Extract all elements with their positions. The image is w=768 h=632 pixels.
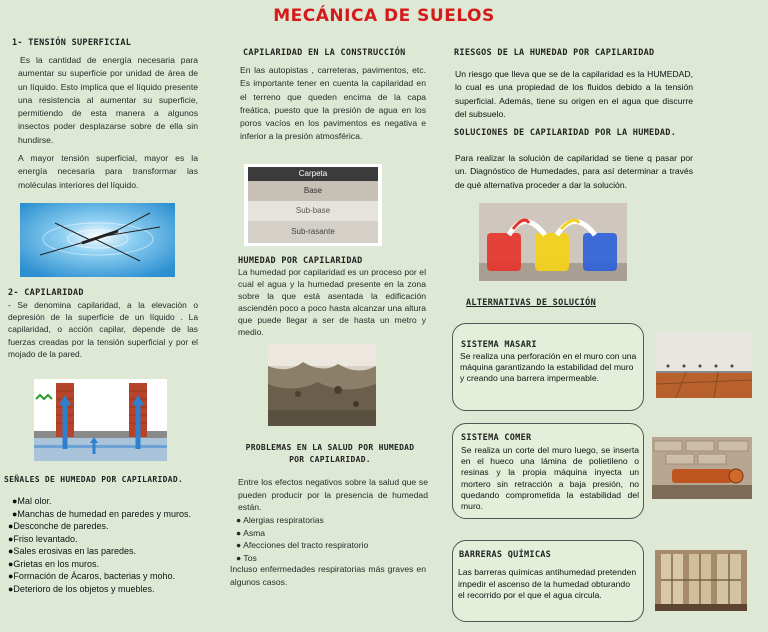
list-item: ● Tos [236, 552, 257, 563]
page-title: MECÁNICA DE SUELOS [273, 6, 495, 26]
box-title-barreras: BARRERAS QUÍMICAS [459, 550, 552, 560]
damp-wall-photo [268, 344, 376, 426]
list-item: ●Grietas en los muros. [8, 558, 99, 569]
box-barreras-quimicas [452, 540, 644, 622]
capillary-wall-diagram [34, 379, 167, 461]
list-item: ● Alergias respiratorias [236, 515, 324, 525]
masari-photo [656, 332, 752, 398]
list-item: ●Friso levantado. [8, 533, 78, 544]
list-item: ●Formación de Ácaros, bacterias y moho. [8, 571, 176, 581]
list-item: ●Desconche de paredes. [8, 521, 109, 531]
box-title-comer: SISTEMA COMER [461, 433, 532, 443]
box-text-comer: Se realiza un corte del muro luego, se inserta en el hueco una lámina de polietileno o resinas y la propia máquina inyecta un mortero sin retracción a baja presión, no quedando comprometida la estabilidad del muro. [461, 445, 639, 512]
layer-carpeta: Carpeta [248, 167, 378, 181]
layer-sub-base: Sub-base [248, 201, 378, 221]
list-item: ● Asma [236, 527, 266, 538]
box-sistema-masari [452, 323, 644, 411]
heading-capilaridad-construccion: CAPILARIDAD EN LA CONSTRUCCIÓN [243, 48, 406, 58]
comer-photo [652, 437, 752, 499]
heading-humedad-capilaridad: HUMEDAD POR CAPILARIDAD [238, 256, 363, 266]
heading-riesgos: RIESGOS DE LA HUMEDAD POR CAPILARIDAD [454, 48, 655, 58]
para-salud: Entre los efectos negativos sobre la salud que se pueden producir por la presencia de humedad están. [238, 477, 428, 512]
heading-problemas-salud: PROBLEMAS EN LA SALUD POR HUMEDAD POR CAPILARIDAD. [245, 443, 415, 464]
para-humedad: La humedad por capilaridad es un proceso por el cual el agua y la humedad presente en la zona sobre la que está asentada la edificación asciendén poco a poco hasta alcanzar una altura que puede llegar a ser de hasta un metro y medio. [238, 267, 426, 337]
heading-alternativas: ALTERNATIVAS DE SOLUCIÓN [466, 298, 597, 308]
heading-soluciones: SOLUCIONES DE CAPILARIDAD POR LA HUMEDAD. [454, 128, 677, 138]
box-title-masari: SISTEMA MASARI [461, 340, 537, 350]
list-item: ● Afecciones del tracto respiratorio [236, 540, 369, 550]
barreras-photo [655, 550, 747, 611]
para-riesgos: Un riesgo que lleva que se de la capilaridad es la HUMEDAD, lo cual es una propiedad de los fluidos debido a la tensión superficial. Además, tiene su origen en el agua que discurre del subsuelo. [455, 69, 693, 119]
heading-capilaridad: 2- CAPILARIDAD [8, 288, 84, 298]
para-construccion: En las autopistas , carreteras, pavimentos, etc. Es importante tener en cuenta la capilaridad en el terreno que queden encima de la capa freática, puesto que la presión de agua en los poros vacíos en los pavimentos es negativa e inferior a la presión atmosférica. [240, 65, 426, 142]
layer-sub-rasante: Sub-rasante [248, 221, 378, 243]
list-item: ●Deterioro de los objetos y muebles. [8, 583, 155, 594]
insect-water-image [20, 203, 175, 277]
box-sistema-comer [452, 423, 644, 519]
signs-list [8, 495, 208, 595]
para-tension-energy: A mayor tensión superficial, mayor es la energía necesaria para transformar las moléculas interiores del líquido. [18, 153, 198, 190]
box-text-masari: Se realiza una perforación en el muro con una máquina garantizando la estabilidad del muro y creando una barrera impermeable. [460, 351, 637, 383]
capillary-beakers-photo [479, 203, 627, 281]
para-graves: Incluso enfermedades respiratorias más graves en algunos casos. [230, 564, 426, 587]
para-soluciones: Para realizar la solución de capilaridad se tiene q pasar por un. Diagnóstico de Humedades, para así determinar a través de qué alternativa proceder a dar la solución. [455, 153, 693, 190]
list-item: ●Sales erosivas en las paredes. [8, 546, 137, 556]
heading-tension-superficial: 1- TENSIÓN SUPERFICIAL [12, 38, 132, 48]
road-layers-diagram [244, 164, 382, 246]
para-capilaridad-def: - Se denomina capilaridad, a la elevación o depresión de la superficie de un líquido . La capilaridad, o acción capilar, depende de las fuerzas creadas por la tensión superficial y por el mojado de la pared. [8, 300, 198, 359]
list-item: ●Manchas de humedad en paredes y muros. [12, 508, 192, 519]
box-text-barreras: Las barreras químicas antihumedad pretenden impedir el ascenso de la humedad obturando el recorrido por el que el agua circula. [458, 567, 637, 600]
layer-base: Base [248, 181, 378, 201]
para-tension-def: Es la cantidad de energía necesaria para aumentar su superficie por unidad de área de un líquido. Esto implica que el líquido presente una resistencia al aumentar su superficie, permitiendo de esta manera a algunos insectos poder desplazarse sobre de ella sin hundirse. [18, 55, 198, 145]
list-item: ●Mal olor. [12, 496, 52, 506]
effects-list [236, 514, 426, 564]
heading-senales: SEÑALES DE HUMEDAD POR CAPILARIDAD. [4, 475, 184, 484]
